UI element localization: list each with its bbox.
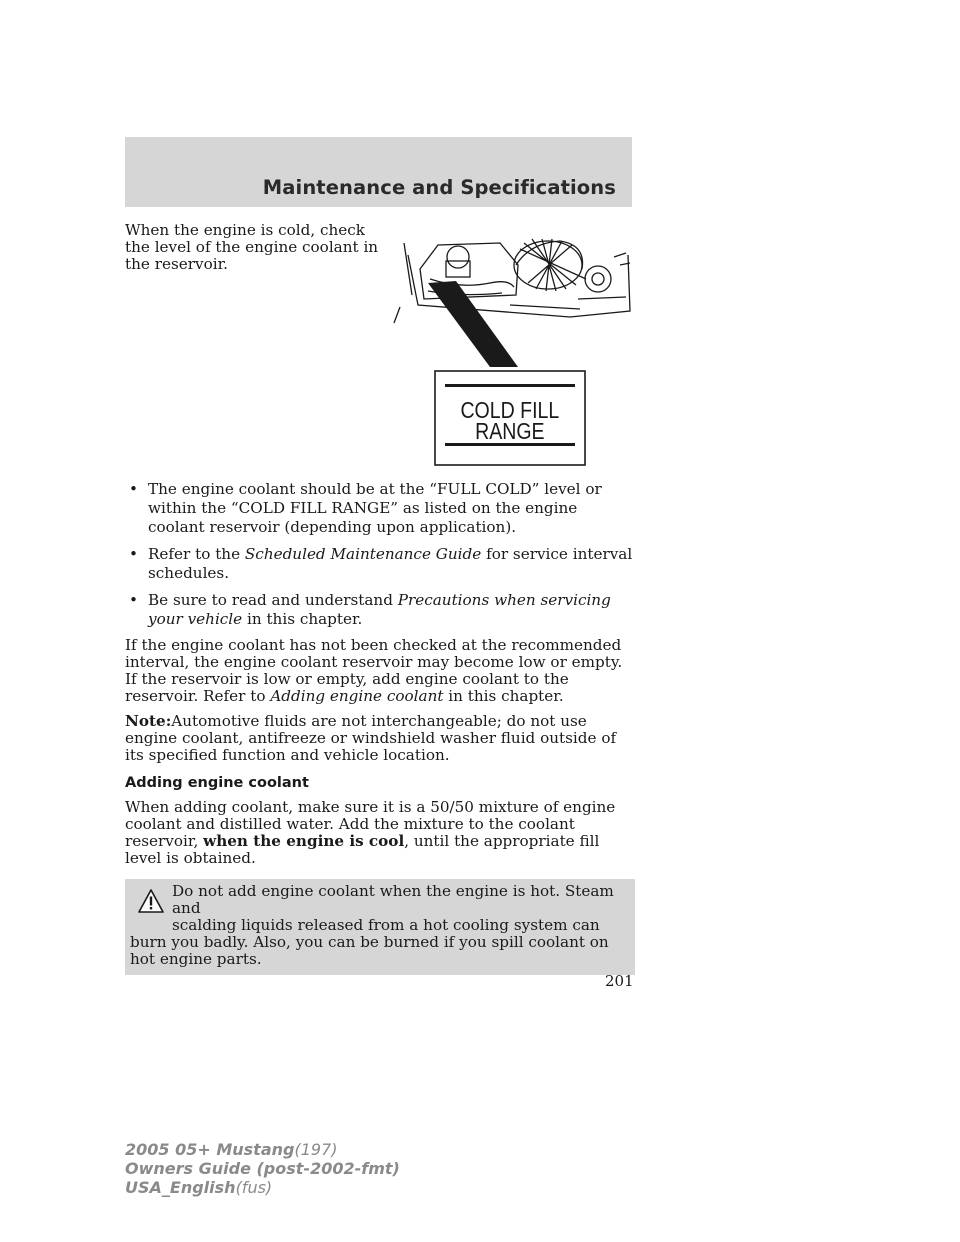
body-paragraph [125, 799, 635, 867]
footer-code: (fus) [235, 1178, 273, 1197]
warning-text: scalding liquids released from a hot cooling system can burn you badly. Also, you can be burned if you spill coolant on hot engine parts. [130, 916, 609, 968]
warning-text: Do not add engine coolant when the engine is hot. Steam and [172, 882, 614, 917]
body-paragraph [125, 637, 635, 705]
note-paragraph [125, 713, 635, 764]
bullet-item [125, 591, 635, 629]
warning-triangle-icon [138, 889, 164, 913]
bullet-text: Be sure to read and understand [148, 591, 398, 609]
chapter-title: Maintenance and Specifications [262, 176, 616, 199]
section-heading: Adding engine coolant [125, 775, 309, 791]
bullet-dot: • [129, 591, 138, 609]
bullet-reference: Precautions when servicing your vehicle [148, 591, 611, 628]
bullet-item [125, 480, 635, 537]
footer-line: Owners Guide (post-2002-fmt) [125, 1159, 400, 1178]
fill-range-label: RANGE [475, 418, 545, 445]
para-text: in this chapter. [443, 687, 564, 705]
warning-box [125, 879, 635, 975]
footer-line [125, 1140, 400, 1159]
footer-line [125, 1178, 400, 1197]
bullet-text: The engine coolant should be at the “FULL COLD” level or within the “COLD FILL RANGE” as listed on the engine coolant reservoir (depending upon application). [148, 480, 602, 536]
footer-model: 2005 05+ Mustang [125, 1140, 295, 1159]
bullet-dot: • [129, 545, 138, 563]
emphasis-text: when the engine is cool [203, 832, 405, 850]
bullet-item [125, 545, 635, 583]
footer-language: USA_English [125, 1178, 236, 1197]
fill-range-label: COLD FILL [460, 397, 560, 424]
page-number: 201 [605, 972, 634, 990]
note-text: Automotive fluids are not interchangeable; do not use engine coolant, antifreeze or windshield washer fluid outside of its specified function and vehicle location. [125, 712, 617, 764]
para-text: When adding coolant, make sure it is a 50/50 mixture of engine coolant and distilled water. Add the mixture to the coolant reservoir, [125, 798, 616, 850]
cross-reference: Adding engine coolant [270, 687, 444, 705]
document-footer [125, 1140, 400, 1197]
coolant-reservoir-illustration [390, 235, 632, 471]
bullet-dot: • [129, 480, 138, 498]
note-label: Note: [125, 712, 172, 730]
para-text: , until the appropriate fill level is obtained. [125, 832, 600, 867]
bullet-text: Refer to the [148, 545, 245, 563]
intro-paragraph: When the engine is cold, check the level of the engine coolant in the reservoir. [125, 221, 379, 273]
chapter-header [125, 137, 632, 207]
footer-code: (197) [294, 1140, 338, 1159]
bullet-text: in this chapter. [242, 610, 363, 628]
para-text: If the engine coolant has not been checked at the recommended interval, the engine coolant reservoir may become low or empty. If the reservoir is low or empty, add engine coolant to the reservoir. Refer to [125, 636, 623, 705]
bullet-text: for service interval schedules. [148, 545, 633, 582]
bullet-reference: Scheduled Maintenance Guide [244, 545, 482, 563]
